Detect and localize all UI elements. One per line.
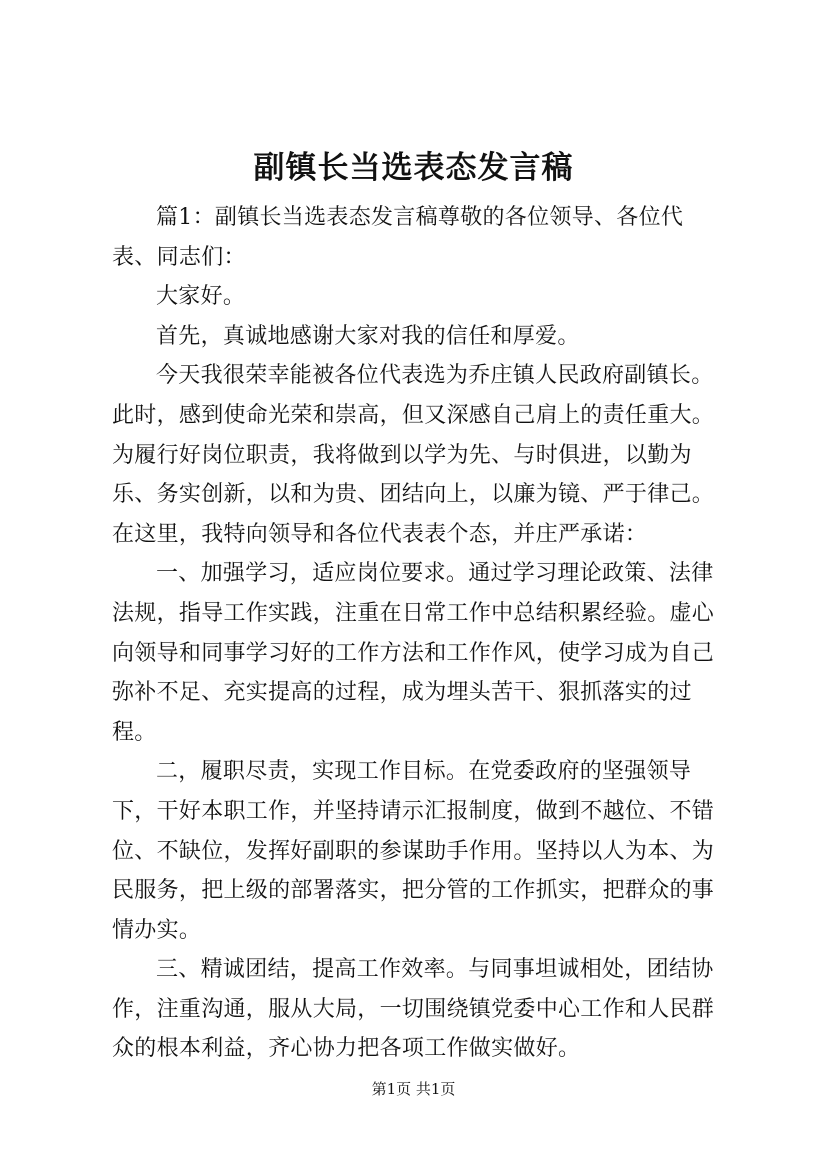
- page-footer: 第1页 共1页: [371, 1080, 456, 1098]
- paragraph-point-1: 一、加强学习，适应岗位要求。通过学习理论政策、法律法规，指导工作实践，注重在日常工作中总结积累经验。虚心向领导和同事学习好的工作方法和工作作风，使学习成为自己弥补不足、充实提高的过程，成为埋头苦干、狠抓落实的过程。: [112, 561, 715, 745]
- paragraph-point-3: 三、精诚团结，提高工作效率。与同事坦诚相处，团结协作，注重沟通，服从大局，一切围绕镇党委中心工作和人民群众的根本利益，齐心协力把各项工作做实做好。: [112, 957, 715, 1062]
- paragraph-point-2: 二，履职尽责，实现工作目标。在党委政府的坚强领导下，干好本职工作，并坚持请示汇报制度，做到不越位、不错位、不缺位，发挥好副职的参谋助手作用。坚持以人为本、为民服务，把上级的部署落实，把分管的工作抓实，把群众的事情办实。: [112, 759, 715, 943]
- paragraph-intro: 篇1：副镇长当选表态发言稿尊敬的各位领导、各位代表、同志们：: [112, 205, 684, 270]
- paragraph-commitment: 今天我很荣幸能被各位代表选为乔庄镇人民政府副镇长。此时，感到使命光荣和崇高，但又深感自己肩上的责任重大。为履行好岗位职责，我将做到以学为先、与时俱进，以勤为乐、务实创新，以和为贵、团结向上，以廉为镜、严于律己。在这里，我特向领导和各位代表表个态，并庄严承诺：: [112, 363, 715, 547]
- document-title: 副镇长当选表态发言稿: [253, 150, 574, 186]
- paragraph-thanks: 首先，真诚地感谢大家对我的信任和厚爱。: [156, 323, 580, 349]
- document-body: [112, 198, 724, 1069]
- paragraph-greeting: 大家好。: [156, 284, 246, 310]
